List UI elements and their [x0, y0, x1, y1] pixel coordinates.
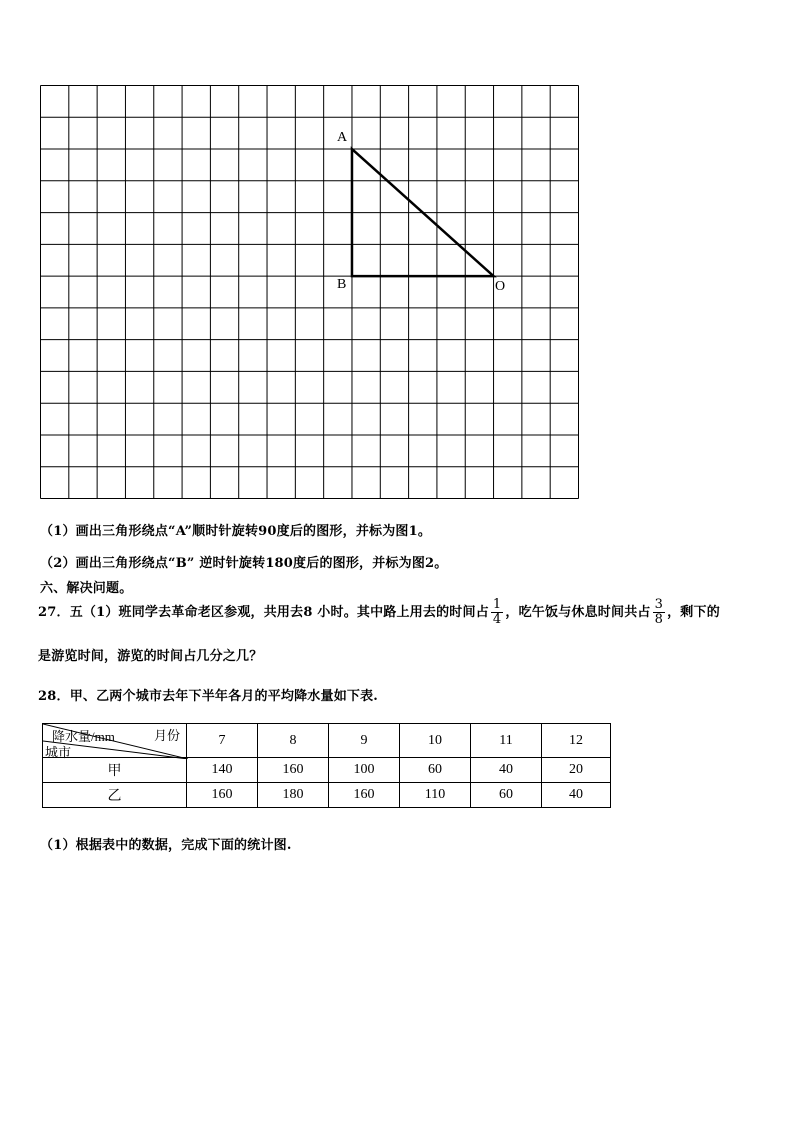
header-month-label: 月份: [153, 728, 180, 743]
q26-part2: （2）画出三角形绕点“B” 逆时针旋转180度后的图形，并标为图2。: [40, 556, 448, 571]
q27-fraction-2: [653, 598, 665, 627]
q27-frac2-den: 8: [654, 612, 664, 627]
value-cell: 20: [542, 758, 611, 783]
q27-frac1-den: 4: [492, 612, 502, 627]
header-rainfall-label: 降水量/mm: [52, 729, 115, 744]
month-header: 12: [542, 724, 611, 758]
q27-text-a: 27．五（1）班同学去革命老区参观，共用去8 小时。其中路上用去的时间占: [38, 605, 489, 620]
month-header: 11: [471, 724, 542, 758]
rainfall-table: [42, 723, 611, 808]
q28-part1: （1）根据表中的数据，完成下面的统计图.: [40, 838, 292, 853]
q27-text-c: ，剩下的: [667, 605, 720, 620]
q26-part1: （1）画出三角形绕点“A”顺时针旋转90度后的图形，并标为图1。: [40, 524, 432, 539]
city-cell: 甲: [43, 758, 187, 783]
value-cell: 110: [400, 783, 471, 808]
q27-line1: [38, 598, 720, 627]
q27-fraction-1: [491, 598, 503, 627]
q27-frac2-num: 3: [654, 597, 664, 612]
value-cell: 60: [471, 783, 542, 808]
table-diagonal-header: [43, 724, 187, 758]
value-cell: 60: [400, 758, 471, 783]
value-cell: 100: [329, 758, 400, 783]
point-label-b: B: [337, 277, 347, 292]
table-row: [43, 783, 611, 808]
month-header: 9: [329, 724, 400, 758]
table-row: [43, 758, 611, 783]
point-label-a: A: [337, 130, 348, 145]
month-header: 7: [187, 724, 258, 758]
q27-frac1-num: 1: [492, 597, 502, 612]
table-header-row: [43, 724, 611, 758]
value-cell: 160: [258, 758, 329, 783]
section6-title: 六、解决问题。: [40, 581, 133, 596]
q28-text: 28．甲、乙两个城市去年下半年各月的平均降水量如下表.: [38, 689, 379, 704]
value-cell: 40: [542, 783, 611, 808]
value-cell: 140: [187, 758, 258, 783]
value-cell: 180: [258, 783, 329, 808]
month-header: 8: [258, 724, 329, 758]
point-label-o: O: [495, 279, 506, 294]
q27-line2: 是游览时间，游览的时间占几分之几？: [38, 649, 263, 664]
city-cell: 乙: [43, 783, 187, 808]
value-cell: 160: [329, 783, 400, 808]
month-header: 10: [400, 724, 471, 758]
value-cell: 160: [187, 783, 258, 808]
value-cell: 40: [471, 758, 542, 783]
q27-text-b: ，吃午饭与休息时间共占: [505, 605, 651, 620]
header-city-label: 城市: [45, 745, 72, 760]
